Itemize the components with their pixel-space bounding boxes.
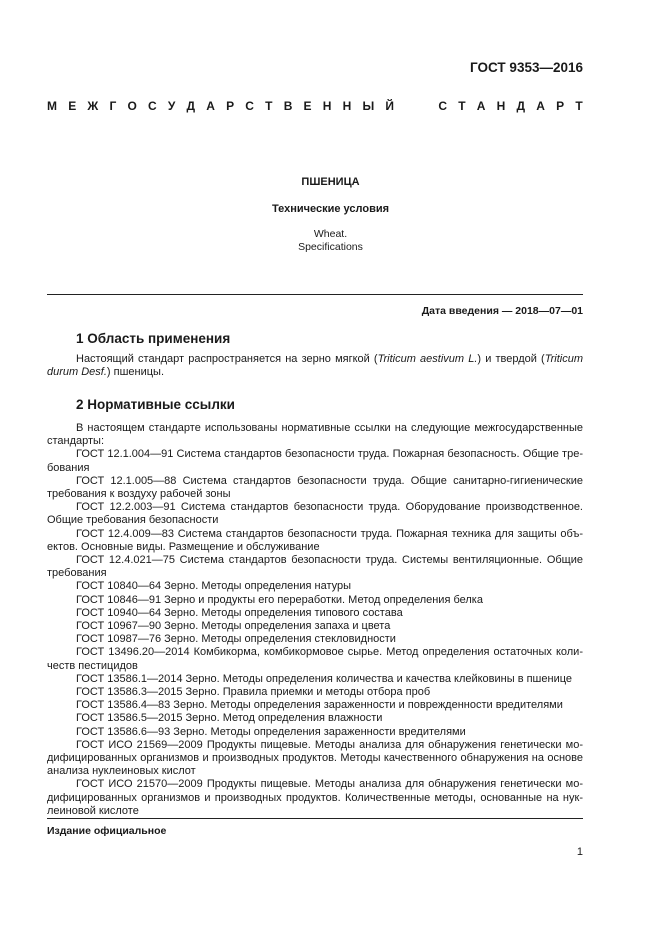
section-1-paragraph — [47, 353, 583, 379]
footer-divider — [47, 818, 583, 819]
reference-line: В настоящем стандарте использованы нормативные ссылки на следующие межгосударственные — [76, 422, 583, 434]
banner-letter: Н — [342, 99, 352, 113]
document-code: ГОСТ 9353—2016 — [470, 60, 583, 75]
reference-line: дифицированных организмов и производных продуктов. Количественные методы, основанные на нук- — [47, 791, 583, 804]
reference-line: ГОСТ 13586.5—2015 Зерно. Метод определения влажности — [76, 712, 383, 725]
reference-line: стандарты: — [47, 435, 105, 448]
reference-line: ектов. Основные виды. Размещение и обслуживание — [47, 540, 320, 553]
reference-line: требования — [47, 567, 107, 580]
banner-letter: Ы — [362, 99, 375, 113]
section-2-heading: 2 Нормативные ссылки — [76, 397, 235, 412]
banner-letter: Н — [322, 99, 332, 113]
banner-letter: С — [147, 99, 157, 113]
banner-letter: М — [47, 99, 57, 113]
english-subtitle: Specifications — [298, 241, 363, 253]
reference-line: бования — [47, 461, 90, 474]
reference-line: ГОСТ 13586.3—2015 Зерно. Правила приемки и методы отбора проб — [76, 686, 431, 699]
banner-letter: Т — [575, 99, 583, 113]
reference-line: ГОСТ 13586.4—83 Зерно. Методы определения зараженности и поврежденности вредителями — [76, 699, 563, 712]
section-1-heading: 1 Область применения — [76, 331, 231, 346]
banner-letter: А — [476, 99, 486, 113]
reference-line: ГОСТ 10967—90 Зерно. Методы определения запаха и цвета — [76, 620, 391, 633]
interstate-standard-banner — [47, 99, 583, 113]
reference-line: ГОСТ 10846—91 Зерно и продукты его переработки. Метод определения белка — [76, 593, 483, 606]
banner-letter: Е — [68, 99, 77, 113]
banner-letter: А — [206, 99, 215, 113]
banner-letter: С — [245, 99, 254, 113]
reference-line: Общие требования безопасности — [47, 514, 219, 527]
banner-letter: Н — [496, 99, 506, 113]
section-1-line-2: durum Desf.) пшеницы. — [47, 366, 165, 379]
english-title: Wheat. — [313, 228, 348, 240]
page-number: 1 — [576, 846, 583, 858]
document-subtitle: Технические условия — [271, 203, 390, 215]
document-title: ПШЕНИЦА — [301, 176, 360, 188]
banner-letter: О — [127, 99, 137, 113]
banner-letter: Д — [186, 99, 196, 113]
banner-letter: Ж — [87, 99, 99, 113]
reference-line: ГОСТ 12.2.003—91 Система стандартов безопасности труда. Оборудование производственное. — [76, 501, 583, 514]
reference-line: ГОСТ 10940—64 Зерно. Методы определения типового состава — [76, 606, 403, 619]
banner-letter: Й — [385, 99, 395, 113]
reference-line: ГОСТ ИСО 21570—2009 Продукты пищевые. Методы анализа для обнаружения генетически мо- — [76, 778, 583, 791]
reference-line: ГОСТ 13586.1—2014 Зерно. Методы определения количества и качества клейковины в пшенице — [76, 672, 573, 685]
official-edition-label: Издание официальное — [47, 825, 167, 837]
title-divider — [47, 294, 583, 295]
reference-line: леиновой кислоте — [47, 804, 139, 817]
banner-letter: В — [283, 99, 293, 113]
banner-letter: Р — [226, 99, 235, 113]
banner-letter: Т — [265, 99, 273, 113]
reference-line: требования к воздуху рабочей зоны — [47, 488, 231, 501]
banner-letter: У — [167, 99, 176, 113]
banner-letter: А — [536, 99, 545, 113]
banner-letter: Г — [109, 99, 117, 113]
reference-line: ГОСТ 12.1.005—88 Система стандартов безопасности труда. Общие санитарно-гигиенические — [76, 474, 583, 487]
banner-letter: С — [438, 99, 448, 113]
reference-line: ГОСТ 10987—76 Зерно. Методы определения стекловидности — [76, 633, 396, 646]
effective-date: Дата введения — 2018—07—01 — [421, 305, 583, 317]
reference-line: ГОСТ ИСО 21569—2009 Продукты пищевые. Методы анализа для обнаружения генетически мо- — [76, 738, 583, 751]
reference-line: ГОСТ 13496.20—2014 Комбикорма, комбикормовое сырье. Метод определения остаточных коли- — [76, 646, 583, 659]
reference-line: ГОСТ 12.4.009—83 Система стандартов безопасности труда. Пожарная техника для защиты объ- — [76, 527, 583, 540]
reference-line: ГОСТ 10840—64 Зерно. Методы определения натуры — [76, 580, 352, 593]
section-1-line-1: Настоящий стандарт распространяется на зерно мягкой (Triticum aestivum L.) и твердой (Triticum — [76, 353, 584, 365]
reference-line: дифицированных организмов и производных продуктов. Методы качественного обнаружения на основе — [47, 752, 583, 765]
normative-references-list — [47, 422, 583, 818]
banner-word-gap — [405, 99, 427, 113]
banner-letter: Т — [458, 99, 466, 113]
reference-line: честв пестицидов — [47, 659, 138, 672]
reference-line: ГОСТ 12.1.004—91 Система стандартов безопасности труда. Пожарная безопасность. Общие тре- — [76, 448, 583, 461]
banner-letter: Е — [303, 99, 312, 113]
reference-line: ГОСТ 12.4.021—75 Система стандартов безопасности труда. Системы вентиляционные. Общие — [76, 554, 583, 567]
banner-letter: Р — [556, 99, 565, 113]
banner-letter: Д — [516, 99, 526, 113]
reference-line: анализа нуклеиновых кислот — [47, 765, 196, 778]
reference-line: ГОСТ 13586.6—93 Зерно. Методы определения зараженности вредителями — [76, 725, 466, 738]
